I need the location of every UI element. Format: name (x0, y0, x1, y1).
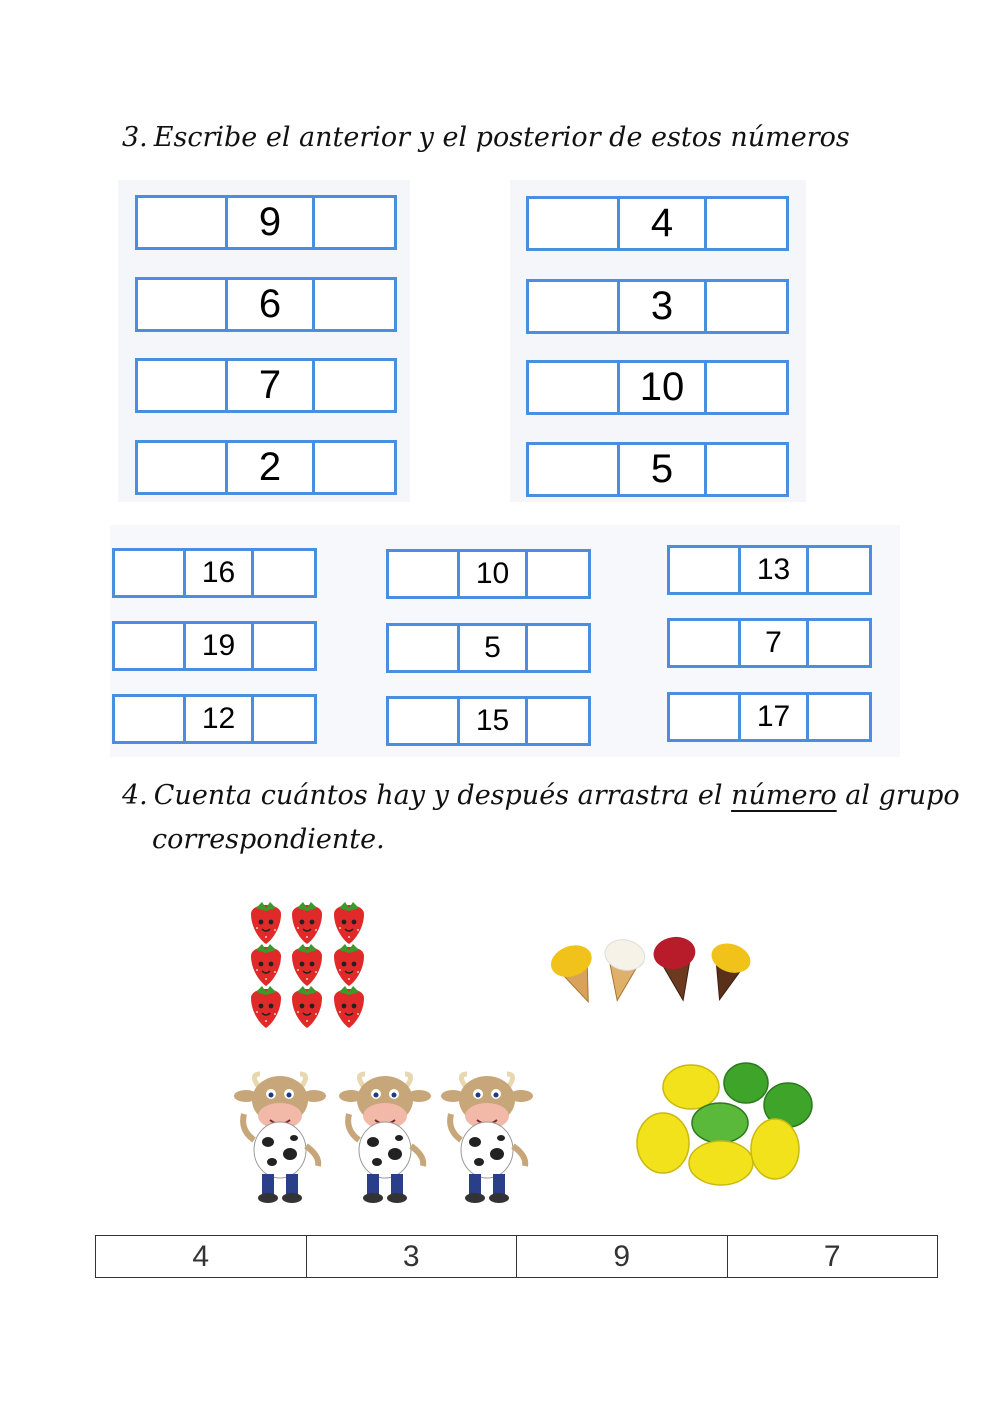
exercise-4-title (122, 780, 960, 811)
number-row (135, 195, 397, 250)
after-input[interactable] (312, 443, 394, 492)
after-input[interactable] (806, 695, 869, 739)
number-row (526, 360, 789, 415)
number-row (112, 621, 317, 671)
cow-icon (441, 1074, 533, 1203)
before-input[interactable] (138, 198, 225, 247)
after-input[interactable] (251, 551, 314, 595)
given-number: 12 (183, 697, 251, 741)
after-input[interactable] (704, 199, 786, 248)
strawberry-icon (334, 986, 364, 1028)
number-row (526, 279, 789, 334)
ice-cream-icon (546, 940, 606, 1010)
strawberry-icon (292, 902, 322, 944)
answer-table (95, 1235, 938, 1278)
exercise-4-text-a: Cuenta cuántos hay y después arrastra el (153, 780, 732, 811)
before-input[interactable] (115, 551, 183, 595)
strawberry-group[interactable] (243, 900, 373, 1030)
given-number: 10 (457, 552, 525, 596)
number-row (526, 442, 789, 497)
after-input[interactable] (312, 280, 394, 329)
strawberry-icon (334, 944, 364, 986)
number-row (667, 545, 872, 595)
after-input[interactable] (525, 626, 588, 670)
answer-chip[interactable]: 3 (306, 1236, 517, 1277)
given-number: 7 (225, 361, 312, 410)
answer-chip[interactable]: 7 (727, 1236, 938, 1277)
given-number: 19 (183, 624, 251, 668)
given-number: 10 (617, 363, 704, 412)
before-input[interactable] (670, 548, 738, 592)
before-input[interactable] (529, 199, 617, 248)
after-input[interactable] (704, 445, 786, 494)
before-input[interactable] (529, 363, 617, 412)
strawberry-icon (292, 986, 322, 1028)
before-input[interactable] (138, 361, 225, 410)
cow-group[interactable] (225, 1070, 540, 1210)
exercise-3-text: Escribe el anterior y el posterior de estos números (153, 122, 850, 153)
ice-cream-icon (699, 939, 755, 1006)
given-number: 5 (617, 445, 704, 494)
lemon-icon (637, 1113, 689, 1173)
cow-icon (234, 1074, 326, 1203)
number-row (667, 692, 872, 742)
before-input[interactable] (389, 626, 457, 670)
number-row (112, 694, 317, 744)
lime-icon (692, 1103, 748, 1143)
answer-chip[interactable]: 4 (192, 1239, 210, 1273)
given-number: 2 (225, 443, 312, 492)
lime-icon (724, 1063, 768, 1103)
after-input[interactable] (251, 697, 314, 741)
exercise-4-text-b: al grupo (836, 780, 960, 811)
before-input[interactable] (138, 443, 225, 492)
lemon-group[interactable] (633, 1055, 818, 1190)
given-number: 3 (617, 282, 704, 331)
after-input[interactable] (806, 548, 869, 592)
after-input[interactable] (704, 282, 786, 331)
cow-icon (339, 1074, 431, 1203)
given-number: 9 (225, 198, 312, 247)
before-input[interactable] (138, 280, 225, 329)
number-row (112, 548, 317, 598)
before-input[interactable] (115, 624, 183, 668)
before-input[interactable] (115, 697, 183, 741)
given-number: 5 (457, 626, 525, 670)
before-input[interactable] (670, 695, 738, 739)
ice-cream-icon (651, 934, 701, 1003)
after-input[interactable] (525, 699, 588, 743)
given-number: 17 (738, 695, 806, 739)
number-row (386, 696, 591, 746)
strawberry-icon (334, 902, 364, 944)
number-row (526, 196, 789, 251)
exercise-3-number: 3. (122, 122, 148, 153)
given-number: 13 (738, 548, 806, 592)
lemon-icon (689, 1141, 753, 1185)
answer-chip[interactable]: 9 (516, 1236, 727, 1277)
exercise-4-title-line2: correspondiente. (152, 824, 385, 855)
before-input[interactable] (529, 282, 617, 331)
exercise-4-underlined-word: número (731, 780, 837, 811)
given-number: 15 (457, 699, 525, 743)
number-row (667, 618, 872, 668)
given-number: 7 (738, 621, 806, 665)
exercise-4-number: 4. (122, 780, 148, 811)
number-row (135, 440, 397, 495)
after-input[interactable] (312, 361, 394, 410)
exercise-3-title (122, 122, 850, 153)
after-input[interactable] (806, 621, 869, 665)
after-input[interactable] (704, 363, 786, 412)
strawberry-icon (292, 944, 322, 986)
before-input[interactable] (670, 621, 738, 665)
strawberry-icon (251, 986, 281, 1028)
number-row (135, 277, 397, 332)
ice-cream-icon (596, 936, 648, 1004)
ice-cream-group[interactable] (540, 915, 770, 1010)
lemon-icon (751, 1119, 799, 1179)
given-number: 6 (225, 280, 312, 329)
after-input[interactable] (312, 198, 394, 247)
number-row (135, 358, 397, 413)
given-number: 4 (617, 199, 704, 248)
strawberry-icon (251, 944, 281, 986)
number-row (386, 623, 591, 673)
after-input[interactable] (525, 552, 588, 596)
before-input[interactable] (389, 552, 457, 596)
before-input[interactable] (389, 699, 457, 743)
strawberry-icon (251, 902, 281, 944)
lemon-icon (663, 1065, 719, 1109)
number-row (386, 549, 591, 599)
given-number: 16 (183, 551, 251, 595)
before-input[interactable] (529, 445, 617, 494)
after-input[interactable] (251, 624, 314, 668)
